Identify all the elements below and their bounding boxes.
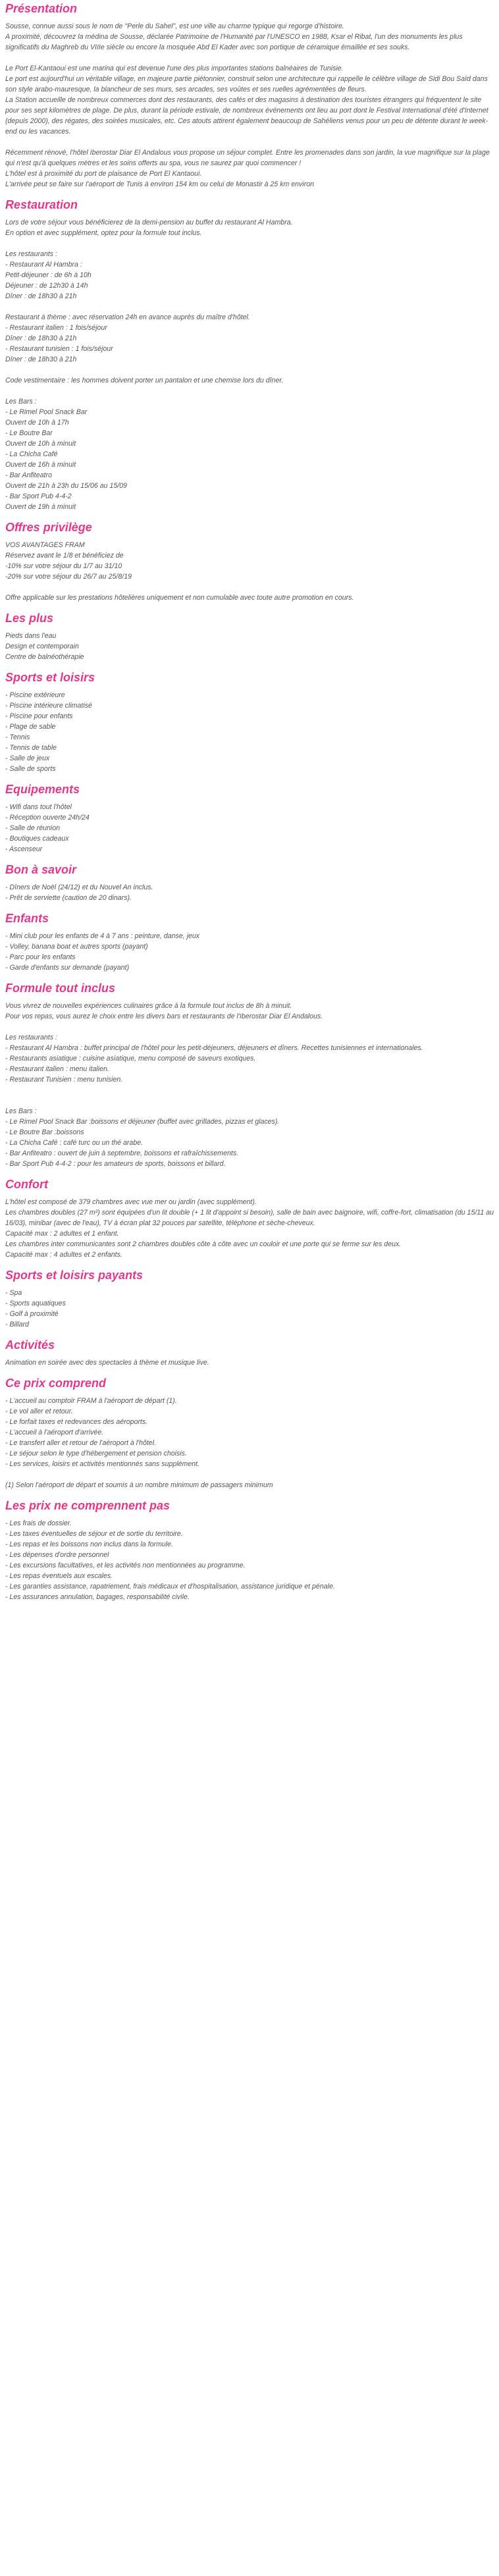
section-body	[5, 1288, 494, 1330]
text-line: - Les assurances annulation, bagages, responsabilité civile.	[5, 1593, 190, 1601]
text-line: Pieds dans l'eau	[5, 632, 57, 640]
section-formule-tout-inclus	[5, 981, 494, 1169]
spacer-line	[5, 365, 494, 375]
section-equipements	[5, 782, 494, 854]
text-line: A proximité, découvrez la médina de Sousse, déclarée Patrimoine de l'Humanité par l'UNESCO en 1988, Ksar el Ribat, l'un des monuments les plus significatifs du Maghreb du VIIIe siècle ou encore la mosquée Abd El Kader avec son portique de céramique émaillée et ses souks.	[5, 33, 463, 51]
section-title: Enfants	[5, 912, 49, 925]
text-line: Ouvert de 10h à 17h	[5, 419, 69, 427]
text-line: Le port est aujourd'hui un véritable village, en majeure partie piétonnier, construit selon une architecture qui rappelle le célèbre village de Sidi Bou Saïd dans son style arabo-mauresque, la blancheur de ses murs, ses arcades, ses voûtes et ses ruelles agrémentées de fleurs.	[5, 75, 488, 93]
text-line: Ouvert de 21h à 23h du 15/06 au 15/09	[5, 482, 127, 490]
text-line: (1) Selon l'aéroport de départ et soumis à un nombre minimum de passagers minimum	[5, 1481, 273, 1489]
text-line: - Salle de réunion	[5, 824, 61, 832]
spacer-line	[5, 302, 494, 312]
text-line: - Piscine intérieure climatisé	[5, 702, 92, 710]
section-enfants	[5, 911, 494, 973]
text-line: - Piscine extérieure	[5, 691, 65, 699]
text-line: - Parc pour les enfants	[5, 953, 76, 961]
spacer-line	[5, 238, 494, 249]
text-line: Les Bars :	[5, 398, 37, 406]
text-line: - Le séjour selon le type d'hébergement et pension choisis.	[5, 1450, 187, 1458]
section-restauration	[5, 197, 494, 512]
text-line: - Bar Anfiteatro : ouvert de juin à septembre, boissons et rafraîchissements.	[5, 1149, 239, 1157]
text-line: - Bar Anfiteatro	[5, 471, 52, 479]
section-title: Offres privilège	[5, 521, 92, 534]
text-line: Les restaurants :	[5, 250, 57, 258]
spacer-line	[5, 137, 494, 147]
text-line: - Wifi dans tout l'hôtel	[5, 803, 72, 811]
text-line: - Le Rimel Pool Snack Bar	[5, 408, 88, 416]
text-line: - Ascenseur	[5, 845, 43, 853]
text-line: - Les services, loisirs et activités mentionnés sans supplément.	[5, 1460, 199, 1468]
text-line: - Piscine pour enfants	[5, 712, 73, 720]
text-line: - Restaurant italien : 1 fois/séjour	[5, 324, 107, 332]
section-les-prix-ne-comprennent-pas	[5, 1498, 494, 1602]
text-line: Capacité max : 2 adultes et 1 enfant.	[5, 1230, 119, 1238]
text-line: - Tennis	[5, 733, 30, 741]
section-activites	[5, 1338, 494, 1368]
text-line: - Restaurant italien : menu italien.	[5, 1065, 109, 1073]
text-line: - Spa	[5, 1289, 22, 1297]
section-body	[5, 1518, 494, 1602]
spacer-line	[5, 1095, 494, 1106]
text-line: - La Chicha Café	[5, 450, 58, 458]
text-line: - Restaurant Tunisien : menu tunisien.	[5, 1076, 123, 1084]
text-line: - Salle de sports	[5, 765, 56, 773]
section-body	[5, 931, 494, 973]
section-body	[5, 1396, 494, 1490]
text-line: Offre applicable sur les prestations hôtelières uniquement et non cumulable avec toute autre promotion en cours.	[5, 594, 354, 602]
text-line: - Le Boutre Bar :boissons	[5, 1128, 84, 1136]
text-line: - Sports aquatiques	[5, 1300, 66, 1307]
text-line: - Restaurant tunisien : 1 fois/séjour	[5, 345, 113, 353]
text-line: - Les repas éventuels aux escales.	[5, 1572, 113, 1580]
spacer-line	[5, 1085, 494, 1095]
spacer-line	[5, 53, 494, 63]
section-body	[5, 882, 494, 903]
text-line: Les chambres inter communicantes sont 2 chambres doubles côte à côte avec un couloir et une porte qui se ferme sur les deux.	[5, 1240, 402, 1248]
text-line: Déjeuner : de 12h30 à 14h	[5, 282, 88, 290]
text-line: Les restaurants :	[5, 1034, 57, 1041]
text-line: L'hôtel est composé de 379 chambres avec vue mer ou jardin (avec supplément).	[5, 1198, 257, 1206]
section-presentation	[5, 1, 494, 190]
text-line: - Boutiques cadeaux	[5, 835, 69, 843]
section-title: Confort	[5, 1178, 48, 1191]
section-title: Formule tout inclus	[5, 982, 116, 995]
section-body	[5, 217, 494, 512]
section-body	[5, 21, 494, 190]
text-line: -10% sur votre séjour du 1/7 au 31/10	[5, 562, 122, 570]
section-body	[5, 802, 494, 854]
section-body	[5, 631, 494, 662]
text-line: - Les taxes éventuelles de séjour et de sortie du territoire.	[5, 1530, 183, 1538]
text-line: - Plage de sable	[5, 723, 56, 731]
text-line: Petit-déjeuner : de 6h à 10h	[5, 271, 92, 279]
spacer-line	[5, 386, 494, 396]
text-line: Les chambres doubles (27 m²) sont équipées d'un lit double (+ 1 lit d'appoint si besoin), salle de bain avec baignoire, wifi, coffre-fort, climatisation (du 15/11 au 16/03), minibar (avec de l'eau), TV à écran plat 32 pouces par satellite, téléphone et sèche-cheveux.	[5, 1209, 494, 1227]
text-line: - Bar Sport Pub 4-4-2	[5, 492, 72, 500]
text-line: - Tennis de table	[5, 744, 57, 752]
text-line: Vous vivrez de nouvelles expériences culinaires grâce à la formule tout inclus de 8h à minuit.	[5, 1002, 292, 1010]
text-line: Les Bars :	[5, 1107, 37, 1115]
text-line: - Le Boutre Bar	[5, 429, 53, 437]
text-line: Ouvert de 16h à minuit	[5, 461, 76, 469]
section-title: Présentation	[5, 2, 78, 15]
section-title: Restauration	[5, 198, 78, 211]
text-line: - L'accueil à l'aéroport d'arrivée.	[5, 1429, 104, 1436]
hotel-description-page	[0, 1, 499, 1609]
text-line: Capacité max : 4 adultes et 2 enfants.	[5, 1251, 122, 1259]
text-line: - Garde d'enfants sur demande (payant)	[5, 964, 130, 972]
text-line: Animation en soirée avec des spectacles à thème et musique live.	[5, 1359, 209, 1367]
text-line: Dîner : de 18h30 à 21h	[5, 334, 77, 342]
text-line: Design et contemporain	[5, 643, 79, 650]
text-line: Pour vos repas, vous aurez le choix entre les divers bars et restaurants de l'Iberostar Diar El Andalous.	[5, 1012, 323, 1020]
section-body	[5, 1001, 494, 1169]
text-line: - Les frais de dossier.	[5, 1519, 72, 1527]
section-sports-et-loisirs	[5, 670, 494, 774]
text-line: - Les dépenses d'ordre personnel	[5, 1551, 109, 1559]
section-title: Bon à savoir	[5, 863, 77, 876]
text-line: VOS AVANTAGES FRAM	[5, 541, 85, 549]
section-title: Les prix ne comprennent pas	[5, 1499, 171, 1512]
text-line: - Les repas et les boissons non inclus dans la formule.	[5, 1540, 173, 1548]
text-line: Récemment rénové, l'hôtel Iberostar Diar El Andalous vous propose un séjour complet. Entre les promenades dans son jardin, la vue magnifique sur la plage qui n'est qu'à quelques mètres et les soins offerts au spa, vous ne saurez par quoi commencer !	[5, 149, 490, 167]
section-title: Equipements	[5, 783, 80, 796]
text-line: - Billard	[5, 1321, 29, 1328]
spacer-line	[5, 582, 494, 592]
text-line: - Golf à proximité	[5, 1310, 59, 1318]
section-body	[5, 690, 494, 774]
text-line: - Les garanties assistance, rapatriement, frais médicaux et d'hospitalisation, assistance juridique et pénale.	[5, 1583, 335, 1590]
text-line: Dîner : de 18h30 à 21h	[5, 292, 77, 300]
section-body	[5, 1197, 494, 1260]
section-title: Activités	[5, 1338, 55, 1352]
text-line: - Restaurants asiatique : cuisine asiatique, menu composé de saveurs exotiques.	[5, 1055, 256, 1063]
text-line: Restaurant à thème : avec réservation 24h en avance auprès du maître d'hôtel.	[5, 313, 250, 321]
text-line: - Le Rimel Pool Snack Bar :boissons et déjeuner (buffet avec grillades, pizzas et glaces).	[5, 1118, 280, 1126]
text-line: En option et avec supplément, optez pour la formule tout inclus.	[5, 229, 202, 237]
text-line: - Le transfert aller et retour de l'aéroport à l'hôtel.	[5, 1439, 156, 1447]
text-line: - Réception ouverte 24h/24	[5, 814, 90, 822]
section-bon-a-savoir	[5, 862, 494, 903]
text-line: - Les excursions facultatives, et les activités non mentionnées au programme.	[5, 1562, 246, 1569]
text-line: Lors de votre séjour vous bénéficierez de la demi-pension au buffet du restaurant Al Hambra.	[5, 219, 293, 226]
text-line: - Le forfait taxes et redevances des aéroports.	[5, 1418, 148, 1426]
text-line: - Mini club pour les enfants de 4 à 7 ans : peinture, danse, jeux	[5, 932, 200, 940]
text-line: - Restaurant Al Hambra :	[5, 261, 82, 269]
section-sports-et-loisirs-payants	[5, 1268, 494, 1330]
section-ce-prix-comprend	[5, 1376, 494, 1490]
text-line: - Prêt de serviette (caution de 20 dinars).	[5, 894, 132, 902]
text-line: - Volley, banana boat et autres sports (payant)	[5, 943, 148, 951]
section-title: Les plus	[5, 612, 54, 625]
text-line: - La Chicha Café : café turc ou un thé arabe.	[5, 1139, 144, 1147]
section-les-plus	[5, 611, 494, 662]
text-line: Centre de balnéothérapie	[5, 653, 84, 661]
text-line: Ouvert de 10h à minuit	[5, 440, 76, 448]
text-line: - Salle de jeux	[5, 754, 50, 762]
section-title: Sports et loisirs payants	[5, 1269, 144, 1282]
text-line: - Le vol aller et retour.	[5, 1407, 73, 1415]
spacer-line	[5, 1022, 494, 1032]
text-line: - Restaurant Al Hambra : buffet principal de l'hôtel pour les petit-déjeuners, déjeuners et dîners. Recettes tunisiennes et internationales.	[5, 1044, 423, 1052]
section-offres-privilege	[5, 520, 494, 603]
text-line: L'arrivée peut se faire sur l'aéroport de Tunis à environ 154 km ou celui de Monastir à 25 km environ	[5, 180, 315, 188]
text-line: Réservez avant le 1/8 et bénéficiez de	[5, 552, 124, 560]
text-line: - Bar Sport Pub 4-4-2 : pour les amateurs de sports, boissons et billard.	[5, 1160, 226, 1168]
text-line: Ouvert de 19h à minuit	[5, 503, 76, 511]
text-line: - Dîners de Noël (24/12) et du Nouvel An inclus.	[5, 883, 153, 891]
text-line: L'hôtel est à proximité du port de plaisance de Port El Kantaoui.	[5, 170, 202, 178]
section-body	[5, 540, 494, 603]
section-confort	[5, 1177, 494, 1260]
spacer-line	[5, 1469, 494, 1480]
section-body	[5, 1357, 494, 1368]
section-title: Sports et loisirs	[5, 671, 95, 684]
text-line: Dîner : de 18h30 à 21h	[5, 355, 77, 363]
section-title: Ce prix comprend	[5, 1377, 107, 1390]
text-line: La Station accueille de nombreux commerces dont des restaurants, des cafés et des magasins à destination des touristes étrangers qui fréquentent le site pour ses sept kilomètres de plage. De plus, durant la période estivale, de nombreux événements ont lieu au port dont le Festival International d'été d'Internet (depuis 2000), des régates, des soirées musicales, etc. Ces atouts attirent également beaucoup de Sahéliens venus pour un peu de détente durant le week-end ou les vacances.	[5, 96, 488, 136]
text-line: - L'accueil au comptoir FRAM à l'aéroport de départ (1).	[5, 1397, 177, 1405]
text-line: Le Port El-Kantaoui est une marina qui est devenue l'une des plus importantes stations balnéaires de Tunisie.	[5, 65, 344, 72]
text-line: Sousse, connue aussi sous le nom de "Perle du Sahel", est une ville au charme typique qui regorge d'histoire.	[5, 22, 344, 30]
text-line: Code vestimentaire : les hommes doivent porter un pantalon et une chemise lors du dîner.	[5, 377, 284, 384]
text-line: -20% sur votre séjour du 26/7 au 25/8/19	[5, 573, 132, 581]
